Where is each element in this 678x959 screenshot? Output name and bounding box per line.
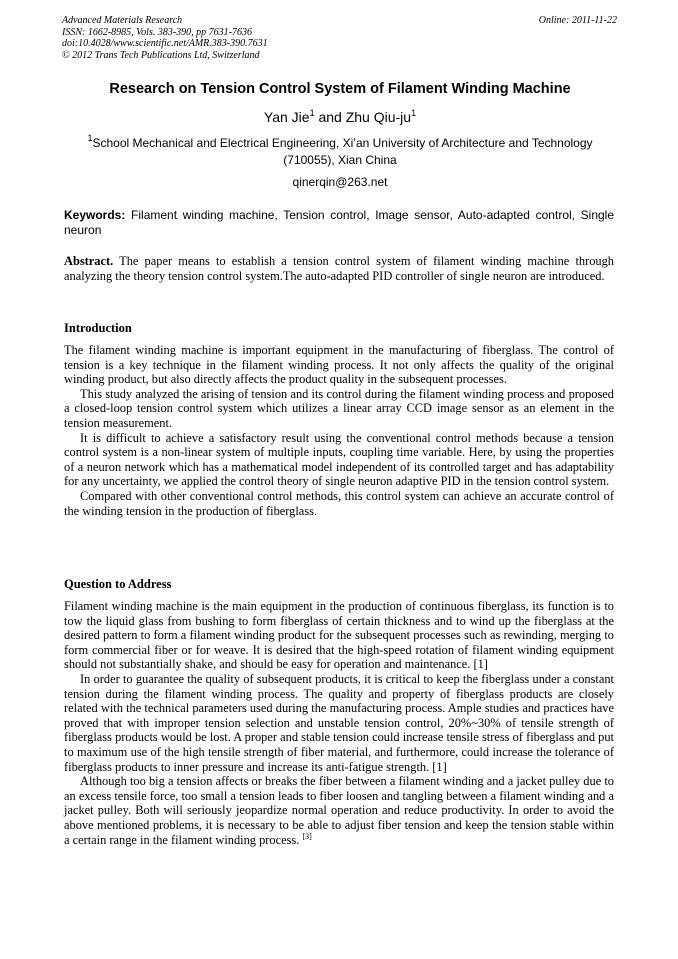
question-paragraph-text: Although too big a tension affects or breaks the fiber between a filament winding and a jacket pulley due to an excess tensile force, too small a tension leads to fiber loosen and tangling between a filament winding and a jacket pulley. Both will seriously jeopardize normal operation and reduce productivity. In order to avoid the above mentioned problems, it is necessary to be able to adjust fiber tension and keep the tension stable within a certain range in the filament winding process.	[64, 774, 614, 847]
citation-ref: [3]	[302, 831, 312, 841]
question-paragraph: Filament winding machine is the main equipment in the production of continuous fiberglass, its function is to tow the liquid glass from bushing to form fiberglass of certain thickness and to wind up the fiberglass at the desired pattern to form a filament winding product for the subsequent processes such as rewinding, merging to form commercial fiber or for weave. It is desired that the high-speed rotation of filament winding equipment should not substantially shake, and should be easy for operation and maintenance. [1]	[64, 599, 614, 672]
introduction-body	[64, 343, 614, 518]
intro-paragraph: Compared with other conventional control methods, this control system can achieve an accurate control of the winding tension in the production of fiberglass.	[64, 488, 614, 518]
doi-line: doi:10.4028/www.scientific.net/AMR.383-390.7631	[62, 38, 268, 49]
author-1: Yan Jie	[263, 109, 310, 125]
intro-paragraph: This study analyzed the arising of tension and its control during the filament winding process and proposed a closed-loop tension control system which utilizes a linear array CCD image sensor as an element in the tension measurement.	[64, 386, 614, 430]
abstract-label: Abstract.	[64, 254, 114, 268]
affiliation	[60, 135, 620, 169]
keywords	[64, 208, 614, 238]
author-email: qinerqin@263.net	[292, 175, 388, 189]
affiliation-mark: 1	[87, 133, 93, 143]
intro-paragraph: It is difficult to achieve a satisfactory result using the conventional control methods because a tension control system is a non-linear system of multiple inputs, coupling time variable. Here, by using the properties of a neuron network which has a mathematical model independent of its controlled target and has adaptability for any uncertainty, we applied the control theory of single neuron adaptive PID in the tension control system.	[64, 430, 614, 489]
affiliation-text: School Mechanical and Electrical Engineering, Xi’an University of Architecture and Technology	[92, 136, 593, 150]
paper-title: Research on Tension Control System of Filament Winding Machine	[109, 81, 571, 97]
question-heading: Question to Address	[64, 577, 172, 591]
author-1-affil-mark: 1	[309, 108, 315, 118]
abstract-text: The paper means to establish a tension control system of filament winding machine through analyzing the theory tension control system.The auto-adapted PID controller of single neuron are introduced.	[64, 254, 614, 283]
question-paragraph: In order to guarantee the quality of subsequent products, it is critical to keep the fiberglass under a constant tension during the filament winding process. The quality and property of fiberglass products are closely related with the technical parameters used during the manufacturing process. Ample studies and practices have proved that with improper tension selection and unstable tension control, 20%~30% of tensile strength of fiberglass products would be lost. A proper and stable tension could increase tensile stress of fiberglass and put to maximum use of the high tensile strength of fiber material, and furthermore, could increase the tolerance of fiberglass products to inner pressure and increase its anti-fatigue strength. [1]	[64, 671, 614, 774]
keywords-text: Filament winding machine, Tension control, Image sensor, Auto-adapted control, Single neuron	[64, 208, 615, 237]
question-paragraph	[64, 774, 614, 847]
author-2-affil-mark: 1	[411, 108, 417, 118]
issn-line: ISSN: 1662-8985, Vols. 383-390, pp 7631-7636	[62, 26, 252, 38]
copyright-line: © 2012 Trans Tech Publications Ltd, Switzerland	[62, 49, 260, 61]
journal-name: Advanced Materials Research	[62, 15, 183, 26]
author-2: Zhu Qiu-ju	[345, 109, 412, 125]
online-date: Online: 2011-11-22	[538, 15, 617, 26]
intro-paragraph: The filament winding machine is important equipment in the manufacturing of fiberglass. The control of tension is a key technique in the filament winding process. It not only affects the quality of the original winding product, but also directly affects the product quality in the subsequent processes.	[64, 343, 614, 387]
abstract	[64, 254, 614, 283]
affiliation-line-1	[60, 135, 620, 152]
introduction-heading: Introduction	[64, 321, 132, 335]
affiliation-line-2: (710055), Xian China	[283, 153, 397, 167]
question-body	[64, 599, 614, 847]
journal-header	[62, 15, 617, 61]
author-conjunction: and	[314, 109, 346, 125]
keywords-label: Keywords:	[64, 208, 126, 222]
author-line	[40, 109, 640, 125]
